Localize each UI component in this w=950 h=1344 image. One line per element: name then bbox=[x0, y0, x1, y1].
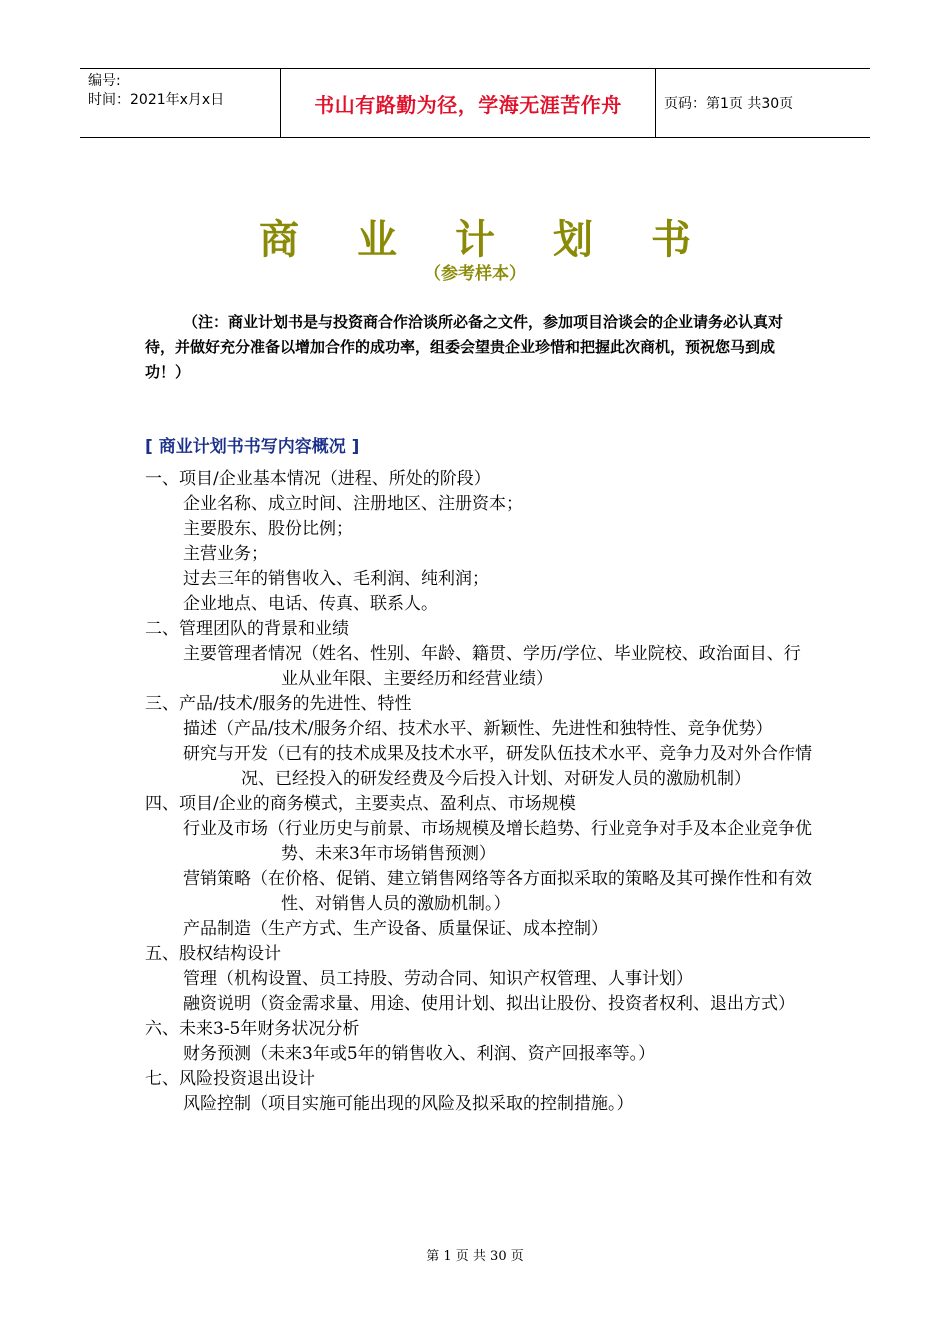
outline-item: 融资说明（资金需求量、用途、使用计划、拟出让股份、投资者权利、退出方式） bbox=[183, 994, 795, 1014]
outline-item: 主营业务； bbox=[183, 544, 268, 564]
header-motto: 书山有路勤为径，学海无涯苦作舟 bbox=[281, 69, 656, 137]
outline-item: 主要股东、股份比例； bbox=[183, 519, 353, 539]
page-footer: 第 1 页 共 30 页 bbox=[426, 1249, 524, 1264]
outline-item: 风险控制（项目实施可能出现的风险及拟采取的控制措施。） bbox=[183, 1094, 634, 1114]
outline-heading: 七、风险投资退出设计 bbox=[145, 1069, 315, 1089]
header-table bbox=[80, 68, 870, 138]
outline-heading: 五、股权结构设计 bbox=[145, 944, 281, 964]
outline-item: 管理（机构设置、员工持股、劳动合同、知识产权管理、人事计划） bbox=[183, 969, 693, 989]
document-title: 商业计划书 bbox=[259, 216, 749, 263]
outline-item: 企业名称、成立时间、注册地区、注册资本； bbox=[183, 494, 523, 514]
number-label: 编号: bbox=[88, 73, 121, 89]
content-outline bbox=[145, 467, 815, 1117]
outline-heading: 一、项目/企业基本情况（进程、所处的阶段） bbox=[145, 469, 491, 489]
time-label: 时间：2021年x月x日 bbox=[88, 92, 225, 108]
outline-item: 产品制造（生产方式、生产设备、质量保证、成本控制） bbox=[183, 919, 608, 939]
outline-item: 过去三年的销售收入、毛利润、纯利润； bbox=[183, 569, 489, 589]
document-subtitle: （参考样本） bbox=[424, 264, 526, 284]
outline-heading: 二、管理团队的背景和业绩 bbox=[145, 619, 349, 639]
header-page-info: 页码：第1页 共30页 bbox=[664, 96, 794, 112]
outline-heading: 三、产品/技术/服务的先进性、特性 bbox=[145, 694, 412, 714]
outline-heading: 六、未来3-5年财务状况分析 bbox=[145, 1019, 360, 1039]
document-note: （注：商业计划书是与投资商合作洽谈所必备之文件，参加项目洽谈会的企业请务必认真对待，并做好充分准备以增加合作的成功率，组委会望贵企业珍惜和把握此次商机，预祝您马到成功！） bbox=[145, 313, 784, 381]
section-heading: [ 商业计划书书写内容概况 ] bbox=[145, 437, 360, 457]
outline-item: 研究与开发（已有的技术成果及技术水平，研发队伍技术水平、竞争力及对外合作情况、已经投入的研发经费及今后投入计划、对研发人员的激励机制） bbox=[183, 744, 812, 789]
outline-heading: 四、项目/企业的商务模式，主要卖点、盈利点、市场规模 bbox=[145, 794, 576, 814]
header-left-cell bbox=[80, 69, 281, 137]
outline-item: 描述（产品/技术/服务介绍、技术水平、新颖性、先进性和独特性、竞争优势） bbox=[183, 719, 773, 739]
outline-item: 行业及市场（行业历史与前景、市场规模及增长趋势、行业竞争对手及本企业竞争优势、未来3年市场销售预测） bbox=[183, 819, 812, 864]
outline-item: 企业地点、电话、传真、联系人。 bbox=[183, 594, 438, 614]
outline-item: 主要管理者情况（姓名、性别、年龄、籍贯、学历/学位、毕业院校、政治面目、行业从业年限、主要经历和经营业绩） bbox=[183, 644, 801, 689]
outline-item: 营销策略（在价格、促销、建立销售网络等各方面拟采取的策略及其可操作性和有效性、对销售人员的激励机制。） bbox=[183, 869, 812, 914]
outline-item: 财务预测（未来3年或5年的销售收入、利润、资产回报率等。） bbox=[183, 1044, 656, 1064]
